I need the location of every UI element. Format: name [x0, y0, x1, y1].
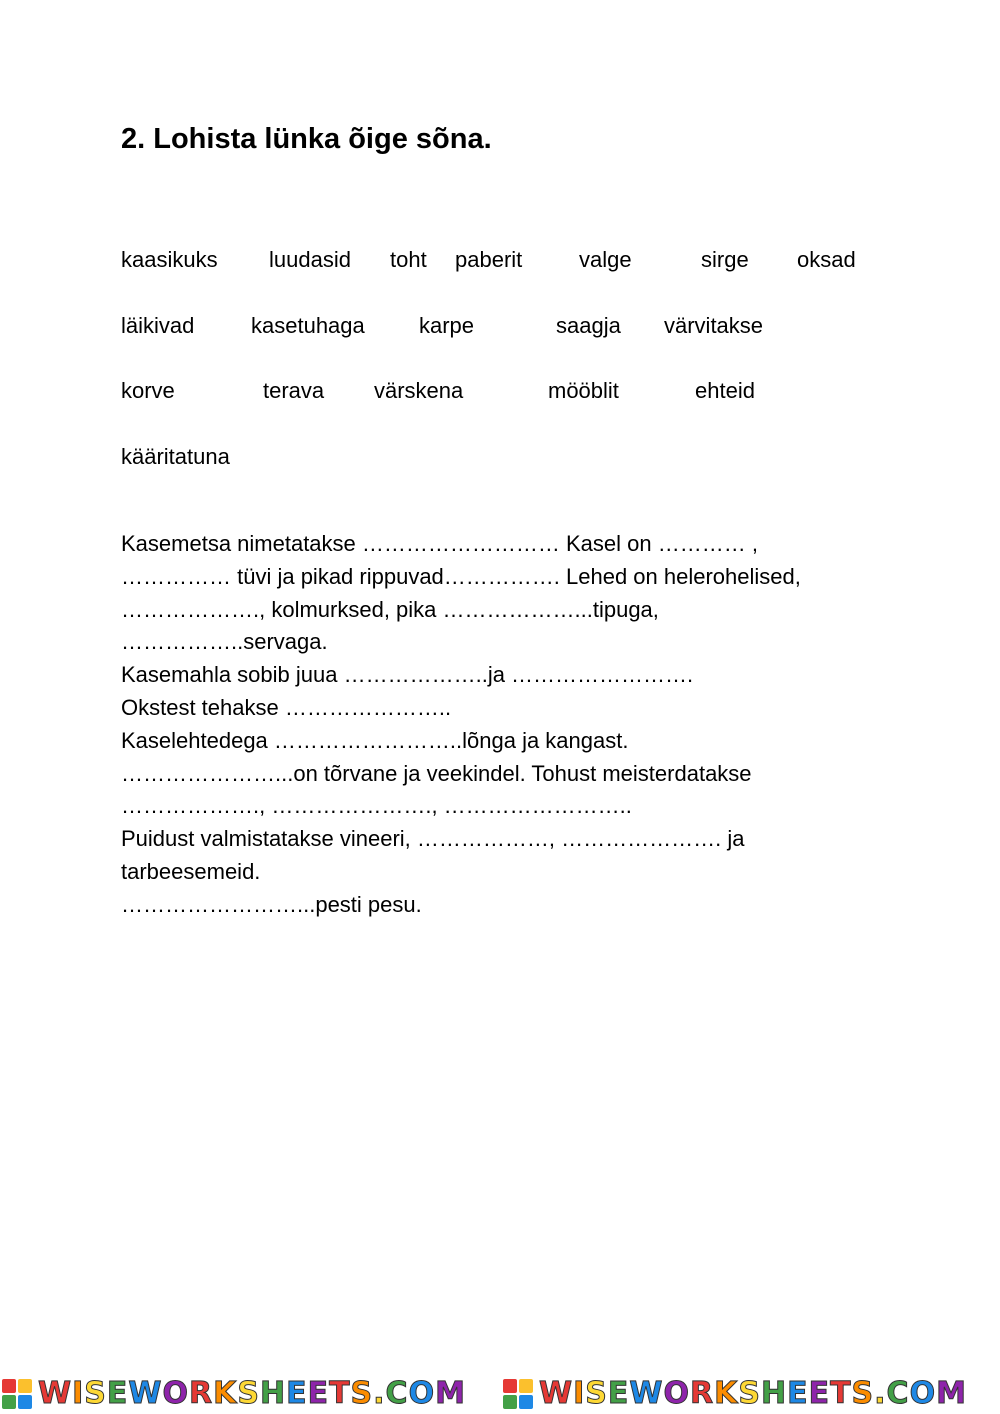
word-chip[interactable]: kaasikuks: [121, 247, 218, 272]
exercise-title: 2. Lohista lünka õige sõna.: [121, 123, 492, 155]
brand-letter: O: [663, 1376, 690, 1411]
word-chip[interactable]: värskena: [374, 378, 464, 403]
word-chip[interactable]: toht: [390, 247, 427, 272]
brand-letter: S: [84, 1376, 107, 1411]
brand-letter: T: [830, 1376, 852, 1411]
fill-in-text: [121, 528, 881, 922]
word-chip[interactable]: mööblit: [548, 378, 619, 403]
brand-letter: O: [909, 1376, 937, 1411]
text-line[interactable]: Okstest tehakse …………………..: [121, 694, 452, 720]
text-line[interactable]: Puidust valmistatakse vineeri, ………………, …………………. ja: [121, 826, 745, 852]
text-line[interactable]: ………………., kolmurksed, pika ………………...tipuga,: [121, 596, 659, 622]
brand-letter: E: [286, 1376, 308, 1411]
word-chip[interactable]: paberit: [455, 247, 523, 272]
brand-letter: O: [162, 1376, 189, 1411]
word-chip[interactable]: terava: [263, 378, 325, 403]
brand-letter: S: [851, 1376, 875, 1411]
word-chip[interactable]: oksad: [797, 247, 856, 272]
word-chip[interactable]: karpe: [419, 313, 475, 338]
word-chip[interactable]: korve: [121, 378, 175, 403]
brand-logo-icon: [2, 1379, 32, 1409]
text-line[interactable]: …………………...on tõrvane ja veekindel. Tohust meisterdatakse: [121, 760, 752, 786]
text-line[interactable]: …………… tüvi ja pikad rippuvad……………. Lehed on helerohelised,: [121, 563, 801, 589]
text-line[interactable]: ……………………...pesti pesu.: [121, 891, 422, 917]
text-line[interactable]: ………………., …………………., ……………………..: [121, 793, 632, 819]
brand-letter: H: [760, 1376, 788, 1411]
brand-name: [38, 1378, 466, 1410]
word-chip[interactable]: valge: [579, 247, 632, 272]
brand-letter: E: [307, 1376, 330, 1411]
brand-letter: R: [188, 1376, 214, 1411]
brand-letter: K: [714, 1376, 739, 1411]
brand-letter: C: [886, 1376, 910, 1411]
brand-letter: M: [936, 1376, 967, 1411]
brand-letter: .: [874, 1376, 887, 1411]
footer-watermark: [0, 1372, 1000, 1414]
word-chip[interactable]: kääritatuna: [121, 444, 230, 469]
brand-letter: S: [350, 1376, 374, 1411]
text-line[interactable]: Kasemahla sobib juua ………………..ja …………………….: [121, 662, 694, 688]
brand-logo-icon: [503, 1379, 533, 1409]
brand-letter: H: [259, 1376, 287, 1411]
brand-watermark: [2, 1378, 466, 1410]
brand-letter: W: [128, 1376, 163, 1411]
brand-letter: I: [573, 1376, 586, 1411]
brand-letter: E: [787, 1376, 809, 1411]
brand-letter: E: [106, 1376, 129, 1411]
brand-watermark: [503, 1378, 967, 1410]
word-chip[interactable]: värvitakse: [664, 313, 764, 338]
brand-letter: I: [72, 1376, 85, 1411]
text-line: tarbeesemeid.: [121, 858, 261, 884]
word-chip[interactable]: läikivad: [121, 313, 195, 338]
text-line[interactable]: Kasemetsa nimetatakse ……………………… Kasel on ………… ,: [121, 531, 758, 556]
brand-letter: W: [38, 1376, 73, 1411]
brand-name: [539, 1378, 967, 1410]
brand-letter: E: [808, 1376, 831, 1411]
brand-letter: O: [408, 1376, 436, 1411]
word-chip[interactable]: saagja: [556, 313, 621, 338]
brand-letter: T: [329, 1376, 351, 1411]
brand-letter: S: [738, 1376, 761, 1411]
word-chip[interactable]: kasetuhaga: [251, 313, 365, 338]
text-line[interactable]: ……………..servaga.: [121, 629, 328, 655]
brand-letter: W: [539, 1376, 574, 1411]
brand-letter: M: [435, 1376, 466, 1411]
text-line[interactable]: Kaselehtedega ……………………..lõnga ja kangast.: [121, 727, 629, 753]
word-chip[interactable]: sirge: [701, 247, 749, 272]
brand-letter: S: [237, 1376, 260, 1411]
brand-letter: C: [385, 1376, 409, 1411]
brand-letter: W: [629, 1376, 664, 1411]
brand-letter: E: [607, 1376, 630, 1411]
brand-letter: R: [689, 1376, 715, 1411]
brand-letter: .: [373, 1376, 386, 1411]
brand-letter: K: [213, 1376, 238, 1411]
word-chip[interactable]: luudasid: [269, 247, 351, 272]
brand-letter: S: [585, 1376, 608, 1411]
word-chip[interactable]: ehteid: [695, 378, 755, 403]
